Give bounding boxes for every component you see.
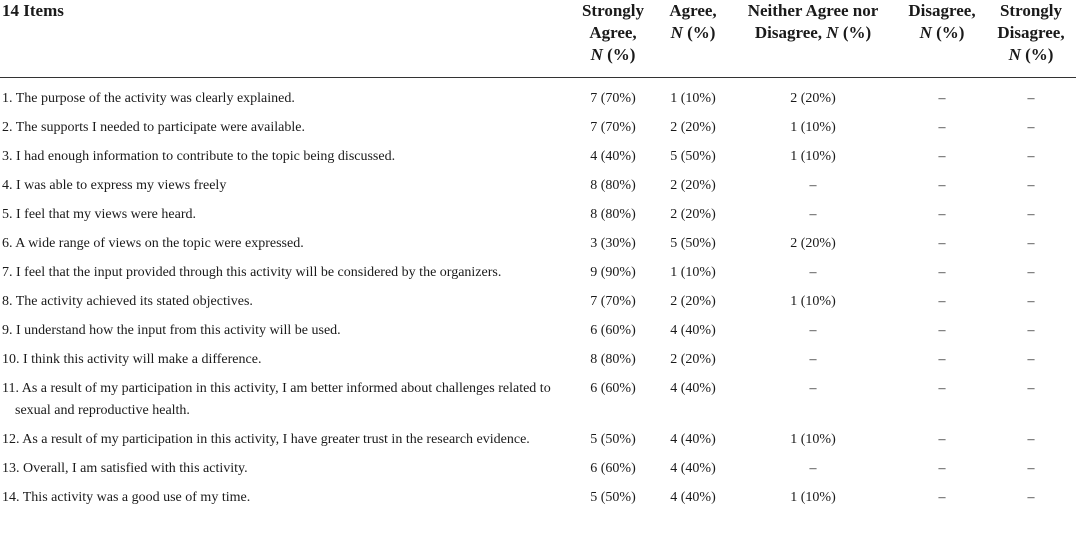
table-row (0, 146, 1076, 175)
disagree-cell: – (938, 119, 946, 135)
item-text: 4. I was able to express my views freely (2, 177, 227, 193)
agree-cell: 2 (20%) (670, 206, 716, 222)
disagree-cell: – (938, 351, 946, 367)
item-text: 10. I think this activity will make a difference. (2, 351, 262, 367)
disagree-cell: – (938, 322, 946, 338)
strongly-disagree-cell: – (1027, 148, 1035, 164)
disagree-cell: – (938, 235, 946, 251)
strongly-disagree-cell: – (1027, 206, 1035, 222)
table-row (0, 204, 1076, 233)
item-text: 11. As a result of my participation in this activity, I am better informed about challenges related to sexual and reproductive health. (2, 380, 551, 418)
strongly-agree-cell: 7 (70%) (590, 90, 636, 106)
neither-cell: – (809, 177, 817, 193)
disagree-cell: – (938, 206, 946, 222)
item-text: 5. I feel that my views were heard. (2, 206, 196, 222)
neither-cell: 1 (10%) (790, 293, 836, 309)
item-text: 7. I feel that the input provided through this activity will be considered by the organizers. (2, 264, 502, 280)
table-row (0, 88, 1076, 117)
strongly-disagree-cell: – (1027, 177, 1035, 193)
disagree-column-header: Disagree, N (%) (898, 0, 986, 77)
strongly-disagree-cell: – (1027, 293, 1035, 309)
agree-cell: 5 (50%) (670, 235, 716, 251)
table-row (0, 262, 1076, 291)
neither-cell: 2 (20%) (790, 90, 836, 106)
neither-cell: 1 (10%) (790, 148, 836, 164)
table-row (0, 349, 1076, 378)
table-row (0, 429, 1076, 458)
disagree-cell: – (938, 380, 946, 396)
neither-cell: 1 (10%) (790, 431, 836, 447)
table-row (0, 487, 1076, 516)
disagree-cell: – (938, 264, 946, 280)
strongly-disagree-cell: – (1027, 322, 1035, 338)
neither-cell: 2 (20%) (790, 235, 836, 251)
strongly-agree-cell: 6 (60%) (590, 460, 636, 476)
neither-cell: – (809, 206, 817, 222)
strongly-agree-cell: 5 (50%) (590, 489, 636, 505)
table-row (0, 117, 1076, 146)
disagree-cell: – (938, 90, 946, 106)
strongly-disagree-column-header: Strongly Disagree, N (%) (986, 0, 1076, 77)
strongly-agree-cell: 8 (80%) (590, 206, 636, 222)
strongly-disagree-cell: – (1027, 460, 1035, 476)
strongly-disagree-cell: – (1027, 380, 1035, 396)
agree-cell: 2 (20%) (670, 293, 716, 309)
agree-cell: 4 (40%) (670, 380, 716, 396)
agree-column-header: Agree, N (%) (658, 0, 728, 77)
neither-cell: 1 (10%) (790, 489, 836, 505)
table-row (0, 233, 1076, 262)
agree-cell: 2 (20%) (670, 119, 716, 135)
disagree-cell: – (938, 431, 946, 447)
agree-cell: 4 (40%) (670, 431, 716, 447)
neither-cell: – (809, 460, 817, 476)
neither-cell: 1 (10%) (790, 119, 836, 135)
strongly-disagree-cell: – (1027, 489, 1035, 505)
neither-cell: – (809, 264, 817, 280)
table-header-row (0, 0, 1076, 77)
strongly-agree-cell: 5 (50%) (590, 431, 636, 447)
item-text: 8. The activity achieved its stated objectives. (2, 293, 253, 309)
strongly-disagree-cell: – (1027, 235, 1035, 251)
strongly-agree-cell: 3 (30%) (590, 235, 636, 251)
table-row (0, 378, 1076, 429)
disagree-cell: – (938, 489, 946, 505)
strongly-agree-cell: 8 (80%) (590, 351, 636, 367)
item-text: 14. This activity was a good use of my time. (2, 489, 251, 505)
item-text: 9. I understand how the input from this activity will be used. (2, 322, 341, 338)
agree-cell: 4 (40%) (670, 489, 716, 505)
item-text: 13. Overall, I am satisfied with this activity. (2, 460, 248, 476)
agree-cell: 1 (10%) (670, 90, 716, 106)
table-row (0, 175, 1076, 204)
item-text: 2. The supports I needed to participate were available. (2, 119, 305, 135)
strongly-agree-column-header: Strongly Agree, N (%) (568, 0, 658, 77)
strongly-agree-cell: 6 (60%) (590, 322, 636, 338)
strongly-disagree-cell: – (1027, 351, 1035, 367)
strongly-agree-cell: 9 (90%) (590, 264, 636, 280)
strongly-disagree-cell: – (1027, 119, 1035, 135)
strongly-disagree-cell: – (1027, 90, 1035, 106)
disagree-cell: – (938, 148, 946, 164)
disagree-cell: – (938, 460, 946, 476)
table-row (0, 291, 1076, 320)
agree-cell: 1 (10%) (670, 264, 716, 280)
neither-cell: – (809, 322, 817, 338)
items-column-header: 14 Items (0, 0, 568, 77)
item-text: 6. A wide range of views on the topic were expressed. (2, 235, 304, 251)
strongly-agree-cell: 6 (60%) (590, 380, 636, 396)
neither-column-header: Neither Agree nor Disagree, N (%) (728, 0, 898, 77)
table-body (0, 77, 1076, 516)
agree-cell: 4 (40%) (670, 322, 716, 338)
disagree-cell: – (938, 293, 946, 309)
strongly-agree-cell: 8 (80%) (590, 177, 636, 193)
disagree-cell: – (938, 177, 946, 193)
agree-cell: 2 (20%) (670, 177, 716, 193)
neither-cell: – (809, 351, 817, 367)
strongly-disagree-cell: – (1027, 264, 1035, 280)
strongly-disagree-cell: – (1027, 431, 1035, 447)
strongly-agree-cell: 7 (70%) (590, 293, 636, 309)
neither-cell: – (809, 380, 817, 396)
strongly-agree-cell: 4 (40%) (590, 148, 636, 164)
agree-cell: 5 (50%) (670, 148, 716, 164)
agree-cell: 4 (40%) (670, 460, 716, 476)
item-text: 12. As a result of my participation in this activity, I have greater trust in the research evidence. (2, 431, 530, 447)
agree-cell: 2 (20%) (670, 351, 716, 367)
table-row (0, 458, 1076, 487)
strongly-agree-cell: 7 (70%) (590, 119, 636, 135)
item-text: 1. The purpose of the activity was clearly explained. (2, 90, 295, 106)
item-text: 3. I had enough information to contribute to the topic being discussed. (2, 148, 396, 164)
table-row (0, 320, 1076, 349)
